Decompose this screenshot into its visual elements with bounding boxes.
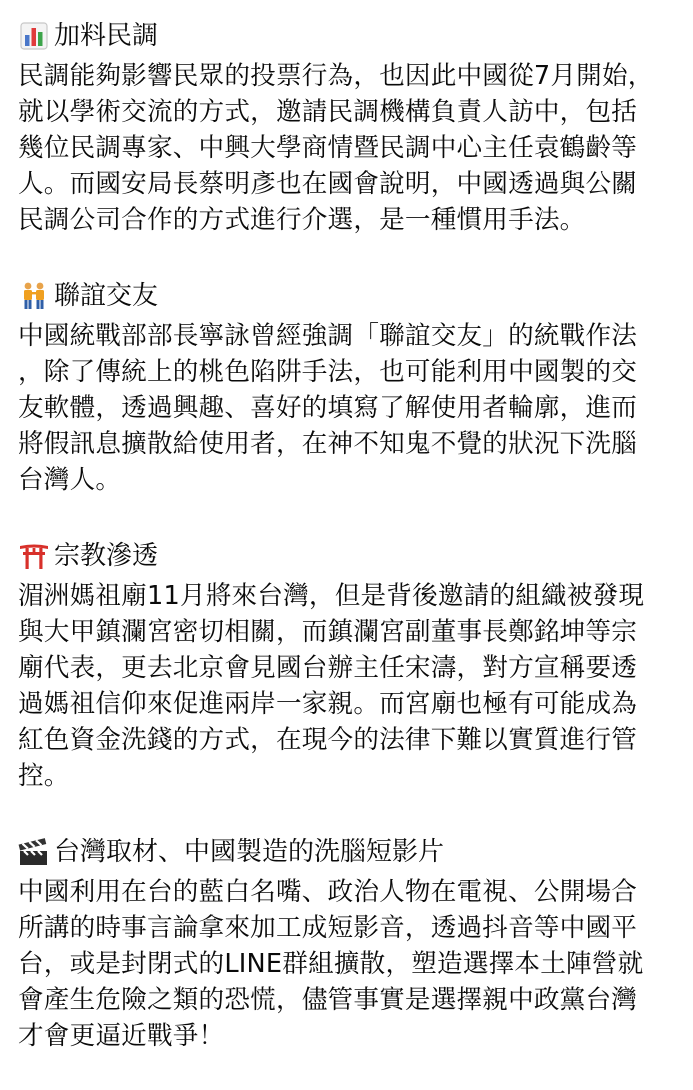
paragraph-line: 民調公司合作的方式進行介選，是一種慣用手法。 xyxy=(18,205,586,235)
section-poll xyxy=(18,14,680,238)
section-paragraph xyxy=(18,58,680,238)
section-title: 宗教滲透 xyxy=(54,541,159,571)
paragraph-line: 將假訊息擴散給使用者，在神不知鬼不覺的狀況下洗腦 xyxy=(18,429,638,459)
paragraph-line: 台灣人。 xyxy=(18,465,122,495)
section-heading xyxy=(18,830,680,874)
paragraph-line: 中國利用在台的藍白名嘴、政治人物在電視、公開場合 xyxy=(18,877,638,907)
paragraph-line: 控。 xyxy=(18,761,70,791)
section-paragraph xyxy=(18,578,680,794)
section-title: 台灣取材、中國製造的洗腦短影片 xyxy=(54,837,445,867)
paragraph-line: ，除了傳統上的桃色陷阱手法，也可能利用中國製的交 xyxy=(18,357,638,387)
clapper-board-icon xyxy=(18,836,50,868)
paragraph-line: 湄洲媽祖廟11月將來台灣，但是背後邀請的組織被發現 xyxy=(18,581,645,611)
section-paragraph xyxy=(18,874,680,1054)
paragraph-line: 廟代表，更去北京會見國台辦主任宋濤，對方宣稱要透 xyxy=(18,653,638,683)
bar-chart-icon xyxy=(18,20,50,52)
torii-gate-icon xyxy=(18,540,50,572)
section-heading xyxy=(18,534,680,578)
post-body xyxy=(18,14,680,1090)
section-friendship xyxy=(18,274,680,498)
section-heading xyxy=(18,274,680,318)
paragraph-line: 與大甲鎮瀾宮密切相關，而鎮瀾宮副董事長鄭銘坤等宗 xyxy=(18,617,638,647)
paragraph-line: 人。而國安局長蔡明彥也在國會說明，中國透過與公關 xyxy=(18,169,638,199)
paragraph-line: 過媽祖信仰來促進兩岸一家親。而宮廟也極有可能成為 xyxy=(18,689,638,719)
two-people-icon xyxy=(18,280,50,312)
section-heading xyxy=(18,14,680,58)
section-title: 加料民調 xyxy=(54,21,159,51)
paragraph-line: 中國統戰部部長寧詠曾經強調「聯誼交友」的統戰作法 xyxy=(18,321,638,351)
paragraph-line: 會產生危險之類的恐慌，儘管事實是選擇親中政黨台灣 xyxy=(18,985,638,1015)
paragraph-line: 紅色資金洗錢的方式，在現今的法律下難以實質進行管 xyxy=(18,725,638,755)
paragraph-line: 民調能夠影響民眾的投票行為，也因此中國從7月開始， xyxy=(18,61,654,91)
section-paragraph xyxy=(18,318,680,498)
paragraph-line: 幾位民調專家、中興大學商情暨民調中心主任袁鶴齡等 xyxy=(18,133,638,163)
section-short-videos xyxy=(18,830,680,1054)
paragraph-line: 就以學術交流的方式，邀請民調機構負責人訪中，包括 xyxy=(18,97,638,127)
section-religion xyxy=(18,534,680,794)
paragraph-line: 才會更逼近戰爭！ xyxy=(18,1021,225,1051)
paragraph-line: 所講的時事言論拿來加工成短影音，透過抖音等中國平 xyxy=(18,913,638,943)
paragraph-line: 台，或是封閉式的LINE群組擴散，塑造選擇本土陣營就 xyxy=(18,949,644,979)
section-title: 聯誼交友 xyxy=(54,281,159,311)
paragraph-line: 友軟體，透過興趣、喜好的填寫了解使用者輪廓，進而 xyxy=(18,393,638,423)
